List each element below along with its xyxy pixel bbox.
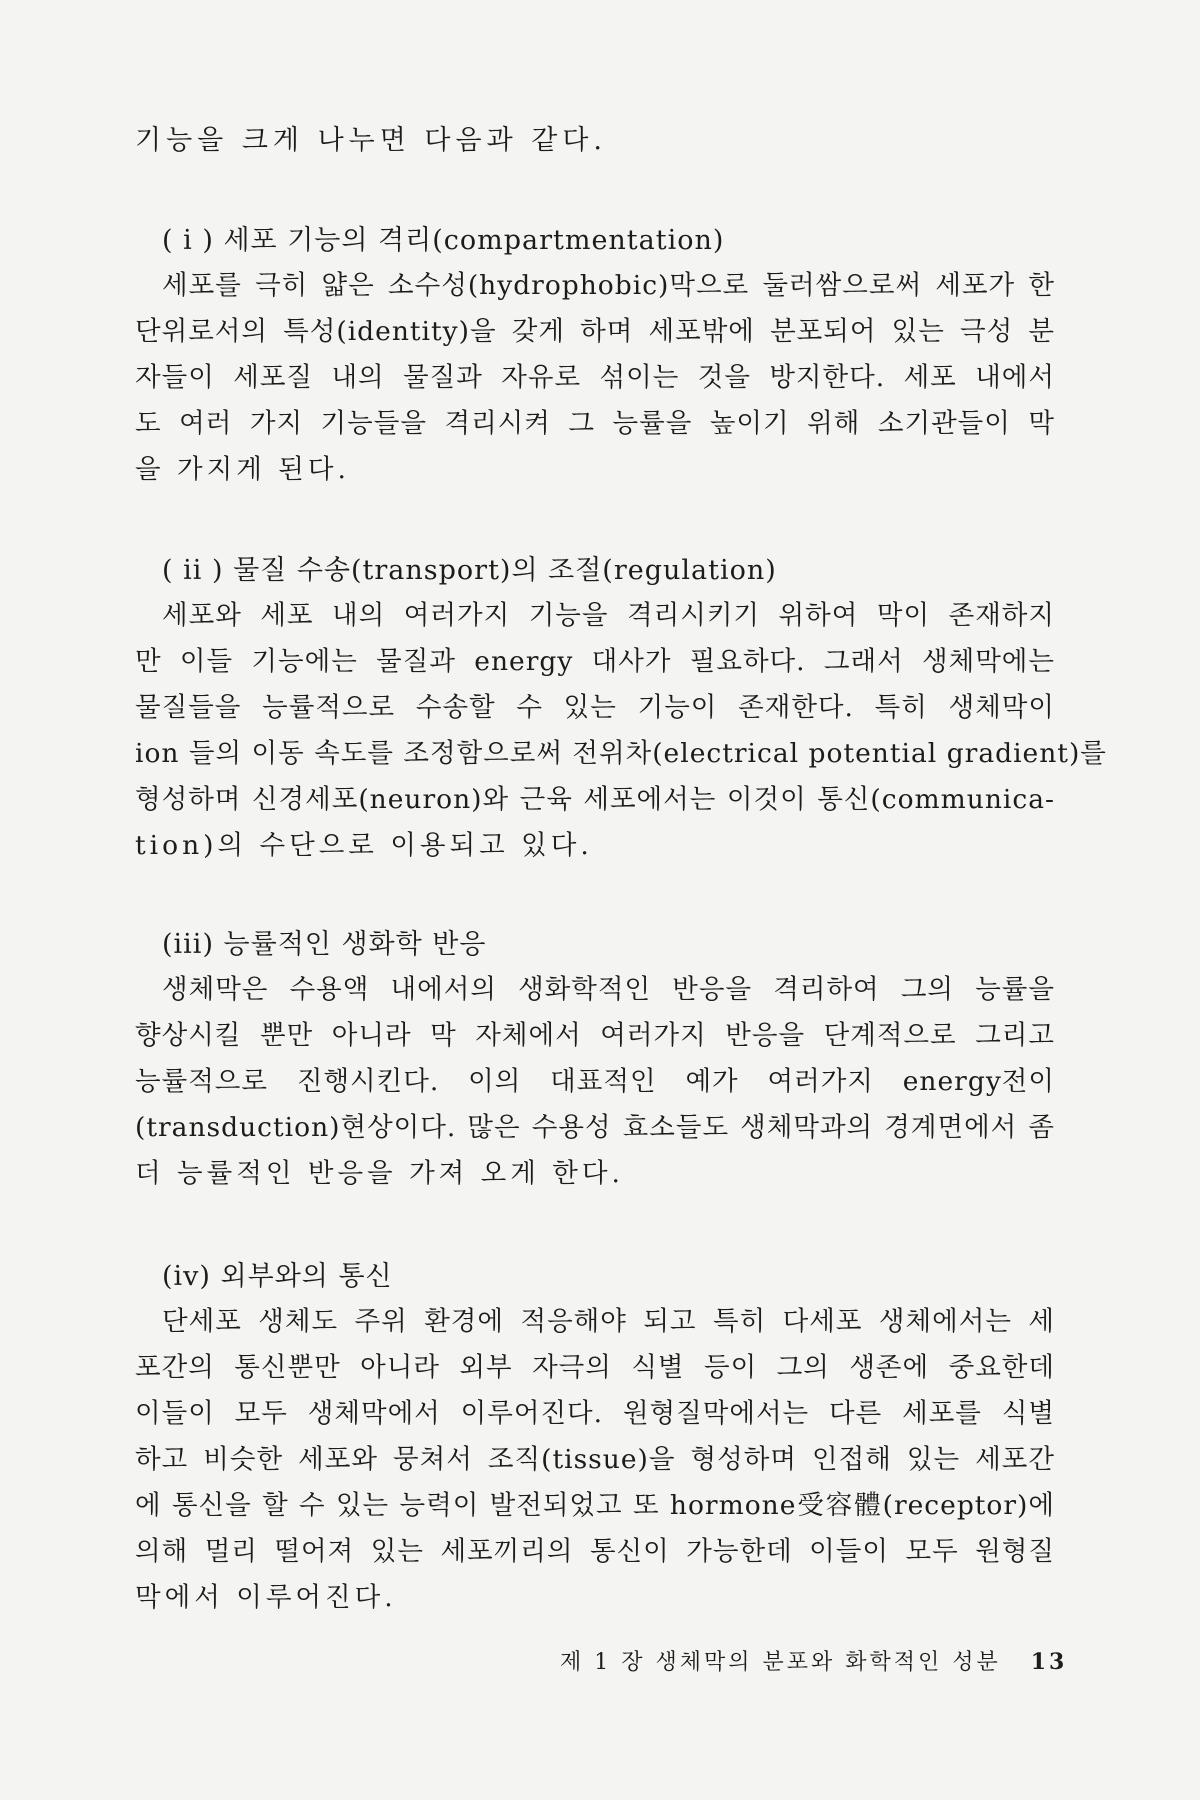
paragraph-line: 의해 멀리 떨어져 있는 세포끼리의 통신이 가능한데 이들이 모두 원형질 bbox=[135, 1536, 1055, 1567]
paragraph-line: 만 이들 기능에는 물질과 energy 대사가 필요하다. 그래서 생체막에는 bbox=[135, 646, 1055, 677]
paragraph-line: 포간의 통신뿐만 아니라 외부 자극의 식별 등이 그의 생존에 중요한데 bbox=[135, 1352, 1055, 1383]
section-heading: ( ii ) 물질 수송(transport)의 조절(regulation) bbox=[162, 555, 777, 586]
paragraph-line: 물질들을 능률적으로 수송할 수 있는 기능이 존재한다. 특히 생체막이 bbox=[135, 692, 1055, 723]
paragraph-line: 이들이 모두 생체막에서 이루어진다. 원형질막에서는 다른 세포를 식별 bbox=[135, 1398, 1055, 1429]
paragraph-line: 막에서 이루어진다. bbox=[135, 1582, 397, 1613]
paragraph-line: 형성하며 신경세포(neuron)와 근육 세포에서는 이것이 통신(communica- bbox=[135, 784, 1055, 815]
paragraph-line: 도 여러 가지 기능들을 격리시켜 그 능률을 높이기 위해 소기관들이 막 bbox=[135, 408, 1055, 439]
section-external-communication bbox=[135, 1254, 1055, 1621]
section-transport-regulation bbox=[135, 548, 1107, 869]
paragraph-line: 단세포 생체도 주위 환경에 적응해야 되고 특히 다세포 생체에서는 세 bbox=[162, 1306, 1055, 1337]
paragraph-line: 향상시킬 뿐만 아니라 막 자체에서 여러가지 반응을 단계적으로 그리고 bbox=[135, 1020, 1055, 1051]
paragraph-line: 을 가지게 된다. bbox=[135, 454, 350, 485]
section-biochemical-reaction bbox=[135, 922, 1055, 1197]
paragraph-line: 생체막은 수용액 내에서의 생화학적인 반응을 격리하여 그의 능률을 bbox=[162, 974, 1055, 1005]
section-heading: ( i ) 세포 기능의 격리(compartmentation) bbox=[162, 225, 725, 256]
paragraph-line: 세포를 극히 얇은 소수성(hydrophobic)막으로 둘러쌈으로써 세포가 한 bbox=[162, 270, 1055, 301]
paragraph-line: ion 들의 이동 속도를 조정함으로써 전위차(electrical potential gradient)를 bbox=[135, 738, 1107, 769]
paragraph-line: (transduction)현상이다. 많은 수용성 효소들도 생체막과의 경계면에서 좀 bbox=[135, 1112, 1055, 1143]
paragraph-line: 능률적으로 진행시킨다. 이의 대표적인 예가 여러가지 energy전이 bbox=[135, 1066, 1055, 1097]
chapter-title: 제 1 장 생체막의 분포와 화학적인 성분 bbox=[560, 1650, 1001, 1675]
paragraph-line: 단위로서의 특성(identity)을 갖게 하며 세포밖에 분포되어 있는 극성 분 bbox=[135, 316, 1055, 347]
intro-text: 기능을 크게 나누면 다음과 같다. bbox=[135, 125, 607, 156]
paragraph-line: 에 통신을 할 수 있는 능력이 발전되었고 또 hormone受容體(receptor)에 bbox=[135, 1490, 1055, 1521]
page-footer bbox=[560, 1645, 1067, 1676]
section-heading: (iii) 능률적인 생화학 반응 bbox=[162, 929, 487, 960]
paragraph-line: 하고 비슷한 세포와 뭉쳐서 조직(tissue)을 형성하며 인접해 있는 세포간 bbox=[135, 1444, 1055, 1475]
paragraph-line: 자들이 세포질 내의 물질과 자유로 섞이는 것을 방지한다. 세포 내에서 bbox=[135, 362, 1055, 393]
paragraph-line: 더 능률적인 반응을 가져 오게 한다. bbox=[135, 1158, 624, 1189]
paragraph-line: 세포와 세포 내의 여러가지 기능을 격리시키기 위하여 막이 존재하지 bbox=[162, 600, 1055, 631]
section-heading: (iv) 외부와의 통신 bbox=[162, 1261, 393, 1292]
section-compartmentation bbox=[135, 218, 1055, 493]
page-number: 13 bbox=[1030, 1649, 1068, 1675]
paragraph-line: tion)의 수단으로 이용되고 있다. bbox=[135, 830, 593, 861]
